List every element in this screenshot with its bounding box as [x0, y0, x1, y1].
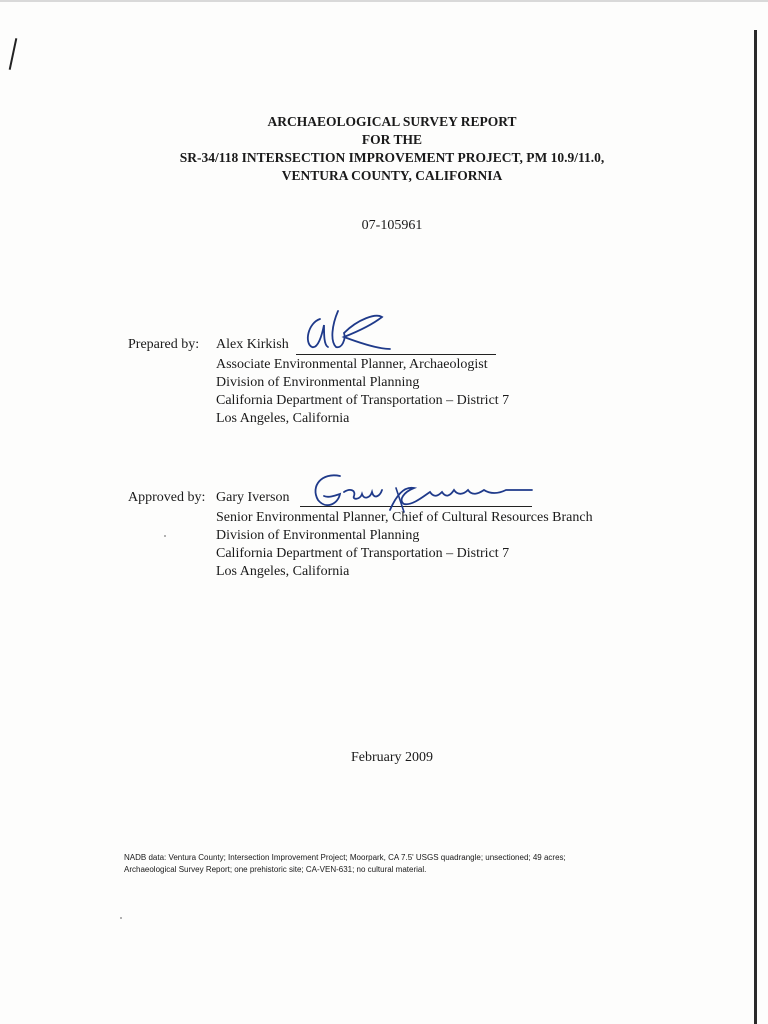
- approver-detail-line: Senior Environmental Planner, Chief of Cultural Resources Branch: [216, 510, 593, 525]
- preparer-detail-line: California Department of Transportation – District 7: [216, 393, 510, 408]
- title-line: VENTURA COUNTY, CALIFORNIA: [281, 168, 503, 183]
- margin-mark: [9, 38, 18, 70]
- approver-detail-line: California Department of Transportation – District 7: [216, 546, 510, 561]
- title-line: FOR THE: [361, 132, 423, 147]
- report-date: February 2009: [350, 750, 434, 765]
- nadb-line: Archaeological Survey Report; one prehistoric site; CA-VEN-631; no cultural material.: [124, 865, 427, 874]
- preparer-detail-line: Division of Environmental Planning: [216, 375, 420, 390]
- approved-by-label: Approved by:: [128, 490, 206, 505]
- preparer-details: [216, 356, 509, 428]
- approver-detail-line: Division of Environmental Planning: [216, 528, 420, 543]
- nadb-data: [124, 852, 644, 876]
- prepared-by-label: Prepared by:: [128, 337, 200, 352]
- scan-right-edge: [754, 30, 757, 1024]
- title-line: ARCHAEOLOGICAL SURVEY REPORT: [267, 114, 517, 129]
- approver-name: Gary Iverson: [216, 490, 290, 505]
- preparer-signature: [298, 305, 398, 357]
- approver-detail-line: Los Angeles, California: [216, 564, 350, 579]
- report-number: 07-105961: [361, 218, 423, 233]
- preparer-name: Alex Kirkish: [216, 337, 289, 352]
- report-title: [100, 113, 684, 185]
- scan-top-edge: [0, 0, 768, 2]
- preparer-detail-line: Los Angeles, California: [216, 411, 350, 426]
- scan-speck: [120, 917, 122, 919]
- preparer-detail-line: Associate Environmental Planner, Archaeologist: [216, 357, 488, 372]
- approver-details: [216, 509, 593, 581]
- scan-speck: [164, 535, 166, 537]
- title-line: SR-34/118 INTERSECTION IMPROVEMENT PROJECT, PM 10.9/11.0,: [179, 150, 605, 165]
- nadb-line: NADB data: Ventura County; Intersection Improvement Project; Moorpark, CA 7.5' USGS quadrangle; unsectioned; 49 acres;: [124, 853, 566, 862]
